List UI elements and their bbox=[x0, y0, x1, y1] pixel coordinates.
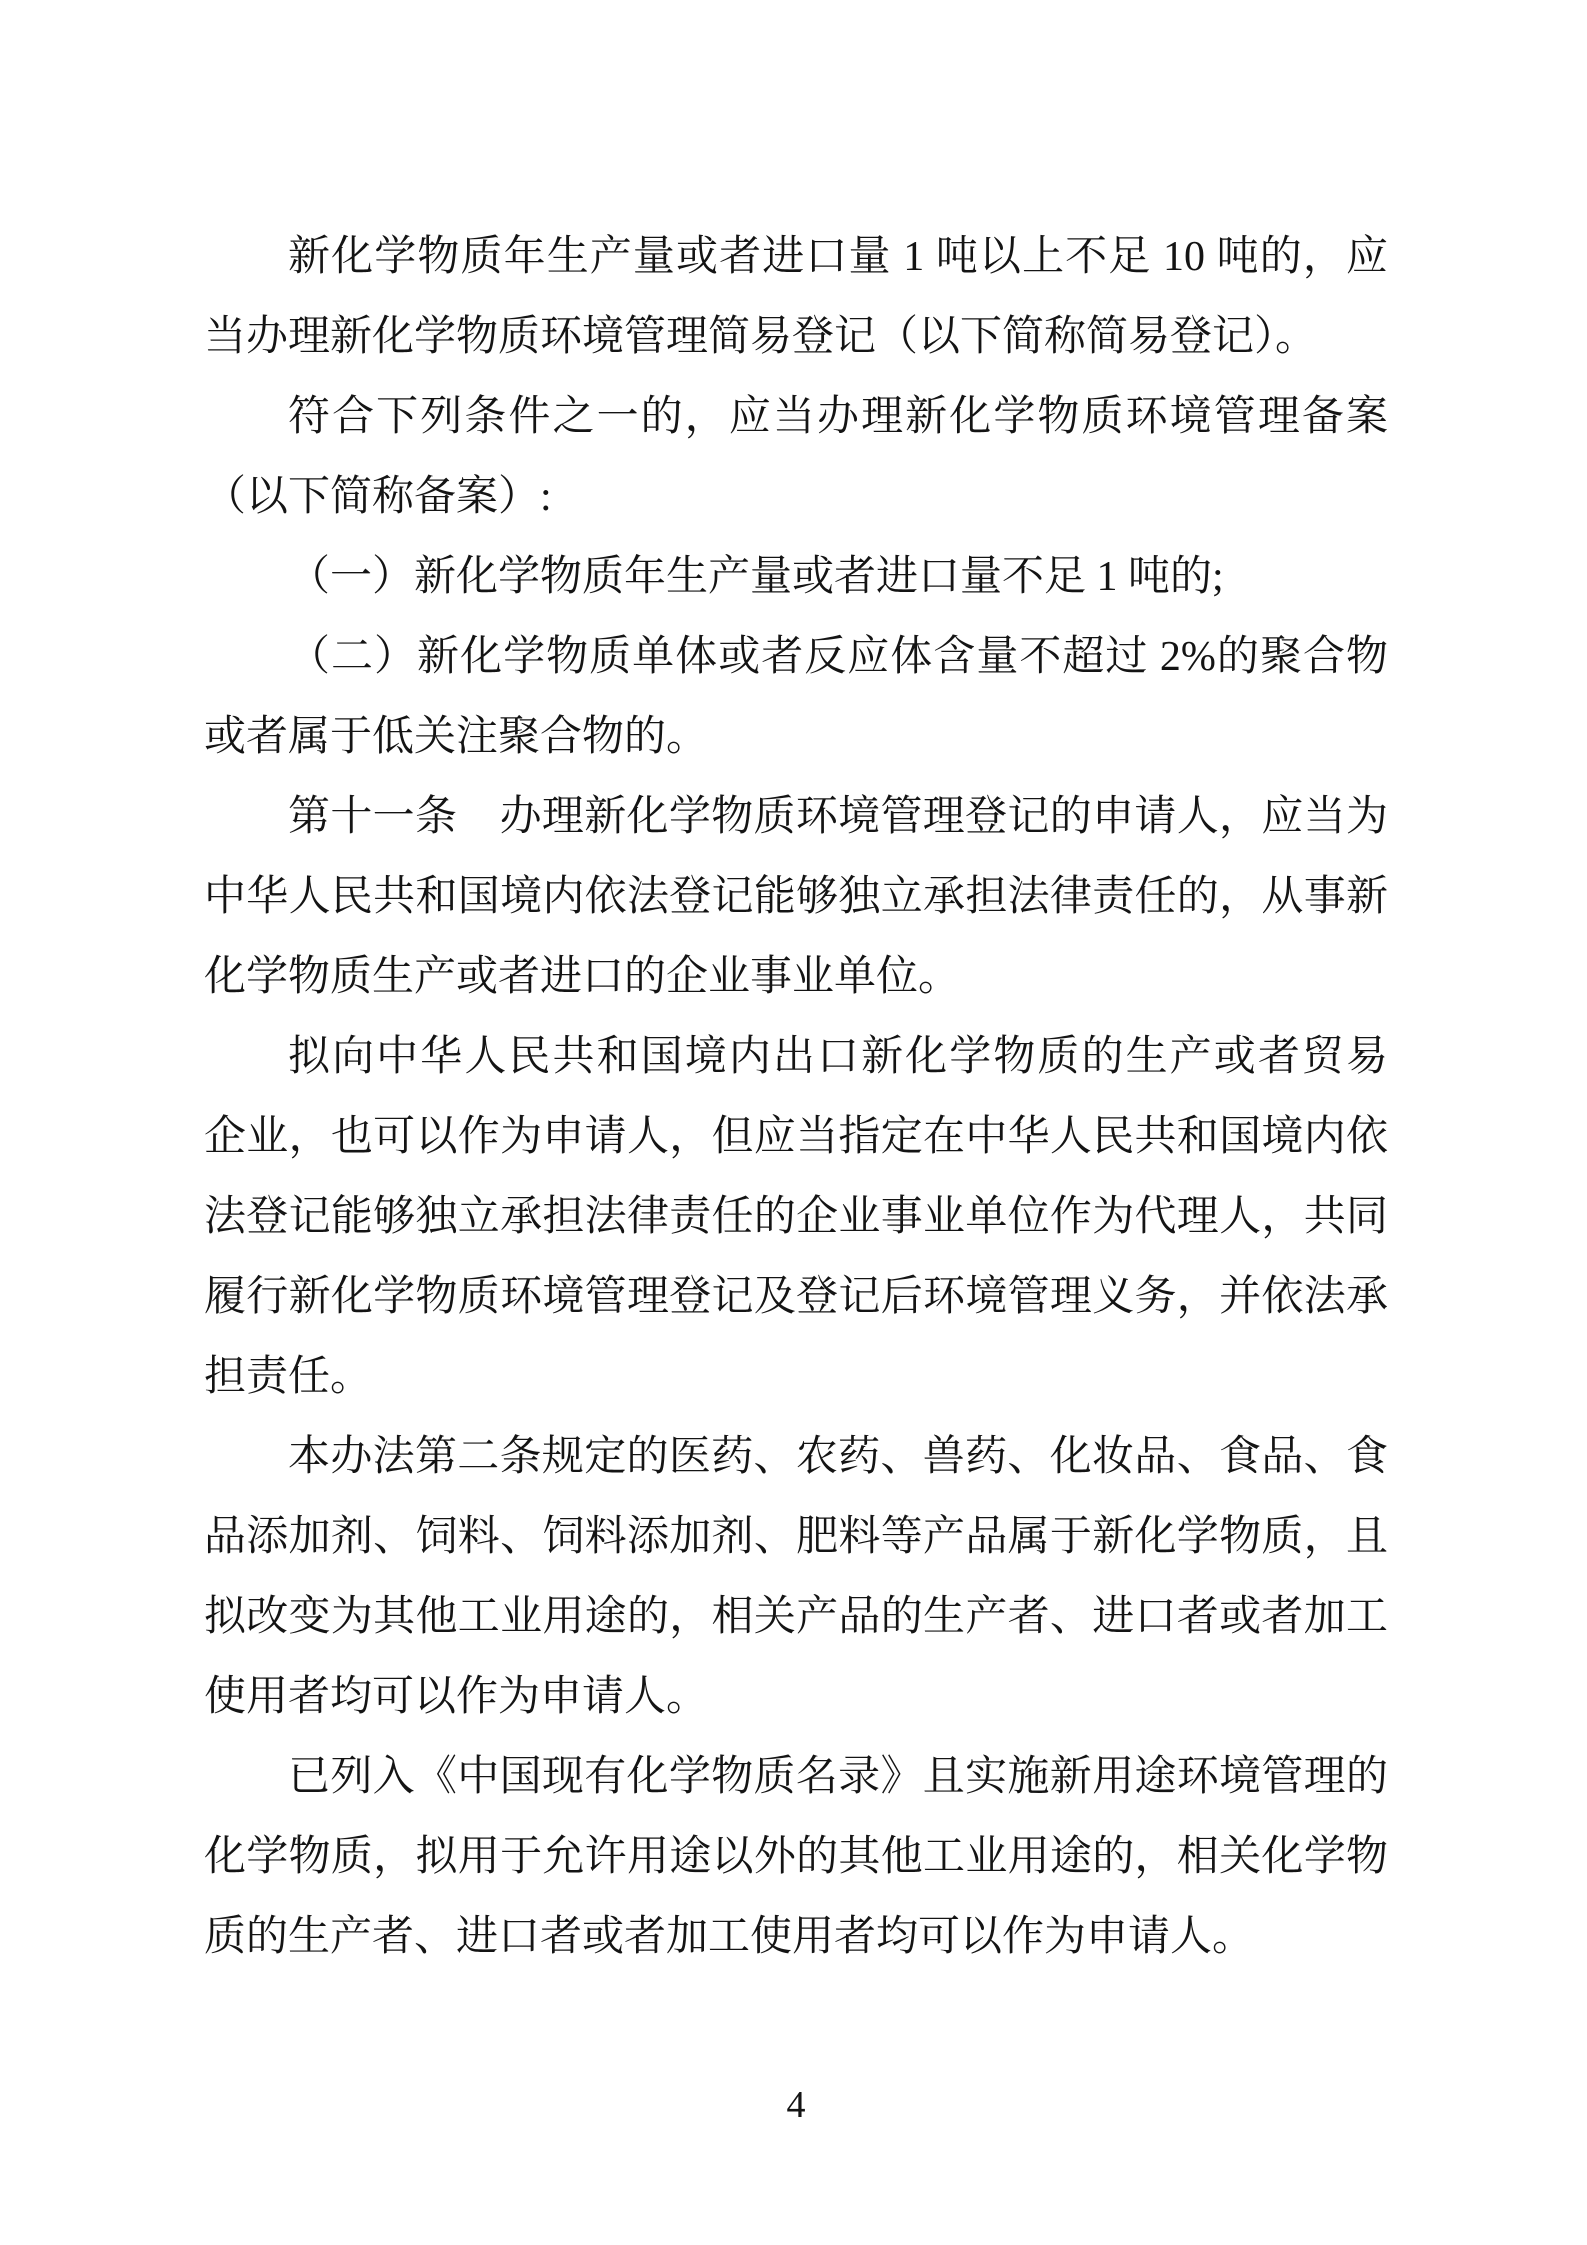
text-line: 已列入《中国现有化学物质名录》且实施新用途环境管理的 bbox=[288, 1754, 1388, 1800]
text-line: （以下简称备案）: bbox=[204, 474, 552, 520]
document-text bbox=[204, 217, 1388, 1977]
page-number: 4 bbox=[786, 2084, 806, 2126]
text-line: 履行新化学物质环境管理登记及登记后环境管理义务，并依法承 bbox=[204, 1274, 1388, 1320]
text-line: 拟向中华人民共和国境内出口新化学物质的生产或者贸易 bbox=[288, 1034, 1388, 1080]
text-line: 企业，也可以作为申请人，但应当指定在中华人民共和国境内依 bbox=[204, 1114, 1388, 1160]
text-line: 担责任。 bbox=[204, 1354, 373, 1400]
text-line: 符合下列条件之一的，应当办理新化学物质环境管理备案 bbox=[288, 394, 1388, 440]
text-line: 拟改变为其他工业用途的，相关产品的生产者、进口者或者加工 bbox=[204, 1594, 1388, 1640]
text-line: 法登记能够独立承担法律责任的企业事业单位作为代理人，共同 bbox=[204, 1194, 1388, 1240]
text-line: 第十一条 办理新化学物质环境管理登记的申请人，应当为 bbox=[288, 794, 1388, 840]
text-line: 新化学物质年生产量或者进口量 1 吨以上不足 10 吨的，应 bbox=[288, 234, 1388, 280]
text-line: 当办理新化学物质环境管理简易登记（以下简称简易登记）。 bbox=[204, 314, 1318, 360]
text-line: （二）新化学物质单体或者反应体含量不超过 2%的聚合物 bbox=[288, 634, 1388, 680]
text-line: 品添加剂、饲料、饲料添加剂、肥料等产品属于新化学物质，且 bbox=[204, 1514, 1388, 1560]
text-line: 使用者均可以作为申请人。 bbox=[204, 1674, 709, 1720]
text-line: 中华人民共和国境内依法登记能够独立承担法律责任的，从事新 bbox=[204, 874, 1388, 920]
text-line: 质的生产者、进口者或者加工使用者均可以作为申请人。 bbox=[204, 1914, 1255, 1960]
text-line: 本办法第二条规定的医药、农药、兽药、化妆品、食品、食 bbox=[288, 1434, 1388, 1480]
text-line: 或者属于低关注聚合物的。 bbox=[204, 714, 709, 760]
text-line: 化学物质生产或者进口的企业事业单位。 bbox=[204, 954, 961, 1000]
text-line: （一）新化学物质年生产量或者进口量不足 1 吨的; bbox=[288, 554, 1224, 600]
text-line: 化学物质，拟用于允许用途以外的其他工业用途的，相关化学物 bbox=[204, 1834, 1388, 1880]
